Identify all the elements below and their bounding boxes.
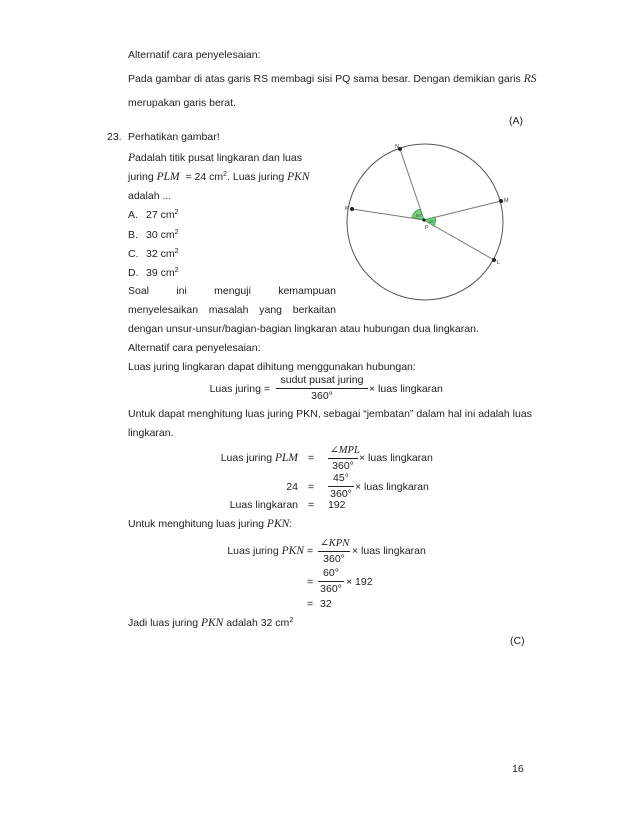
superscript: 2 xyxy=(174,248,179,255)
eq-rhs: × luas lingkaran xyxy=(355,481,429,493)
formula-fraction xyxy=(276,374,368,403)
alt-heading-2: Alternatif cara penyelesaian: xyxy=(128,342,261,354)
question-number: 23. xyxy=(107,131,122,143)
eq-lhs xyxy=(190,452,298,465)
question-line: adalah ... xyxy=(128,190,172,202)
fraction-denominator: 360° xyxy=(332,460,354,472)
eq-sign: = xyxy=(307,598,314,610)
justified-line xyxy=(128,304,336,317)
word: kemampuan xyxy=(278,285,336,297)
fraction-numerator: sudut pusat juring xyxy=(276,374,368,389)
math-var: P xyxy=(128,152,136,164)
superscript: 2 xyxy=(174,209,179,216)
word: berkaitan xyxy=(292,304,336,316)
page-number: 16 xyxy=(512,763,524,775)
point-m xyxy=(499,199,503,203)
paragraph-text: Pada gambar di atas garis RS membagi sisi PQ sama besar. Dengan demikian garis xyxy=(128,73,521,85)
eq-rhs: × luas lingkaran xyxy=(359,452,433,464)
eq-rhs: × 192 xyxy=(346,576,373,588)
paragraph-text: Untuk menghitung luas juring xyxy=(128,518,264,530)
circle-outline xyxy=(347,144,503,300)
fraction-denominator: 360° xyxy=(323,553,345,565)
eq-fraction xyxy=(328,444,358,473)
radius-pl xyxy=(424,220,494,260)
option-label: D. xyxy=(128,267,139,279)
angle-label-mpl: 45° xyxy=(428,219,436,224)
option-label: C. xyxy=(128,248,139,260)
eq-fraction xyxy=(318,567,344,596)
option-label: A. xyxy=(128,209,138,221)
eq-sign: = xyxy=(308,481,315,493)
label-k: K xyxy=(345,206,349,212)
word: yang xyxy=(259,304,283,316)
question-text: . Luas juring xyxy=(227,171,285,183)
point-p xyxy=(422,218,425,221)
label-p: P xyxy=(425,225,429,231)
math-var: PLM xyxy=(156,171,180,183)
eq-rhs: 192 xyxy=(328,499,346,511)
eq-text: Luas juring xyxy=(220,452,273,464)
eq-fraction xyxy=(328,472,354,501)
option-label: B. xyxy=(128,229,138,241)
option-d xyxy=(128,267,179,280)
answer-label: (A) xyxy=(509,115,523,127)
paragraph-line: lingkaran. xyxy=(128,427,174,439)
label-n: N xyxy=(395,144,399,150)
eq-lhs: Luas lingkaran xyxy=(229,499,298,511)
paragraph-line xyxy=(128,518,292,531)
paragraph-text: : xyxy=(289,518,293,530)
paragraph-line: Luas juring lingkaran dapat dihitung menggunakan hubungan: xyxy=(128,361,416,373)
label-m: M xyxy=(504,198,509,204)
eq-fraction xyxy=(318,537,350,566)
conclusion-text: adalah 32 cm xyxy=(226,617,290,629)
superscript: 2 xyxy=(223,171,228,178)
superscript: 2 xyxy=(289,617,294,624)
paragraph-line: Untuk dapat menghitung luas juring PKN, sebagai “jembatan” dalam hal ini adalah luas xyxy=(128,408,532,420)
math-var: PKN xyxy=(287,171,310,183)
math-var: PKN xyxy=(281,545,304,557)
eq-text: Luas juring xyxy=(227,545,279,557)
answer-label: (C) xyxy=(510,635,525,647)
angle-label-kpn: 60° xyxy=(415,213,423,218)
paragraph-line: merupakan garis berat. xyxy=(128,97,236,109)
fraction-denominator: 360° xyxy=(320,583,342,595)
math-var: PKN xyxy=(266,518,290,530)
fraction-numerator: ∠MPL xyxy=(328,444,358,459)
fraction-numerator: ∠KPN xyxy=(318,537,350,552)
conclusion-text: Jadi luas juring xyxy=(128,617,199,629)
point-l xyxy=(492,258,496,262)
option-value: 39 cm xyxy=(146,267,175,279)
question-line xyxy=(128,152,302,165)
paragraph-line xyxy=(128,73,536,86)
conclusion-line xyxy=(128,617,293,630)
eq-lhs xyxy=(210,545,304,558)
math-var: PKN xyxy=(200,617,224,629)
justified-line xyxy=(128,285,336,298)
eq-rhs: 32 xyxy=(320,598,332,610)
superscript: 2 xyxy=(174,229,179,236)
question-text: juring xyxy=(128,171,154,183)
paragraph-line: dengan unsur-unsur/bagian-bagian lingkaran atau hubungan dua lingkaran. xyxy=(128,323,479,335)
word: ini xyxy=(176,285,187,297)
question-text: = 24 cm xyxy=(185,171,224,183)
eq-rhs: × luas lingkaran xyxy=(352,545,426,557)
option-a xyxy=(128,209,179,222)
option-value: 27 cm xyxy=(146,209,175,221)
math-var: PLM xyxy=(275,452,298,464)
question-text: adalah titik pusat lingkaran dan luas xyxy=(135,152,302,164)
fraction-numerator: 45° xyxy=(328,472,354,487)
word: menguji xyxy=(214,285,251,297)
word: masalah xyxy=(208,304,249,316)
eq-sign: = xyxy=(307,576,314,588)
word: menyelesaikan xyxy=(128,304,199,316)
option-b xyxy=(128,229,179,242)
eq-sign: = xyxy=(308,499,315,511)
alt-heading-1: Alternatif cara penyelesaian: xyxy=(128,49,261,61)
question-intro: Perhatikan gambar! xyxy=(128,131,220,143)
eq-sign: = xyxy=(307,545,314,557)
option-value: 32 cm xyxy=(146,248,175,260)
label-l: L xyxy=(497,260,501,266)
superscript: 2 xyxy=(174,267,179,274)
eq-lhs: 24 xyxy=(286,481,298,493)
word: Soal xyxy=(128,285,150,297)
radius-pm xyxy=(424,201,501,220)
option-value: 30 cm xyxy=(146,229,175,241)
math-var: RS xyxy=(523,73,537,85)
circle-figure xyxy=(340,140,530,305)
eq-sign: = xyxy=(308,452,315,464)
question-line xyxy=(128,171,310,184)
formula-rhs: × luas lingkaran xyxy=(369,383,443,395)
fraction-denominator: 360° xyxy=(311,390,333,402)
point-k xyxy=(350,207,354,211)
option-c xyxy=(128,248,179,261)
fraction-denominator: 360° xyxy=(330,488,352,500)
fraction-numerator: 60° xyxy=(318,567,344,582)
formula-lhs: Luas juring = xyxy=(209,383,270,395)
